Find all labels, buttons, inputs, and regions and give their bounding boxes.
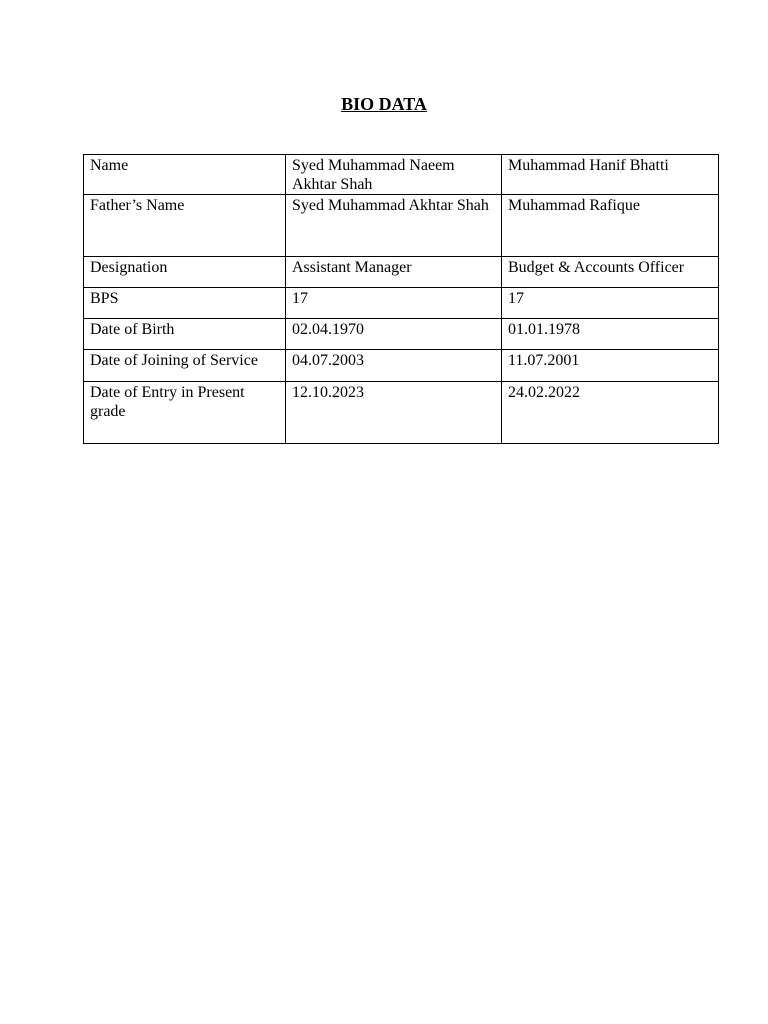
table-row-fathers-name — [84, 195, 719, 257]
person2-value: 01.01.1978 — [502, 319, 719, 350]
table-row-date-of-entry — [84, 382, 719, 444]
person2-value: Muhammad Hanif Bhatti — [502, 155, 719, 195]
row-label: Father’s Name — [84, 195, 286, 257]
person1-value: 17 — [286, 288, 502, 319]
person2-value: Budget & Accounts Officer — [502, 257, 719, 288]
bio-data-table — [83, 154, 719, 444]
person2-value: 24.02.2022 — [502, 382, 719, 444]
document-title: BIO DATA — [341, 94, 427, 114]
table-row-date-of-birth — [84, 319, 719, 350]
table-row-designation — [84, 257, 719, 288]
table-row-name — [84, 155, 719, 195]
person1-value: Syed Muhammad Akhtar Shah — [286, 195, 502, 257]
table-row-date-of-joining — [84, 350, 719, 382]
person2-value: Muhammad Rafique — [502, 195, 719, 257]
person1-value: 04.07.2003 — [286, 350, 502, 382]
person1-value: Syed Muhammad Naeem Akhtar Shah — [286, 155, 502, 195]
row-label: Date of Entry in Present grade — [84, 382, 286, 444]
row-label: Name — [84, 155, 286, 195]
row-label: Date of Joining of Service — [84, 350, 286, 382]
person2-value: 11.07.2001 — [502, 350, 719, 382]
table-row-bps — [84, 288, 719, 319]
person1-value: 12.10.2023 — [286, 382, 502, 444]
row-label: BPS — [84, 288, 286, 319]
person1-value: Assistant Manager — [286, 257, 502, 288]
person1-value: 02.04.1970 — [286, 319, 502, 350]
person2-value: 17 — [502, 288, 719, 319]
row-label: Date of Birth — [84, 319, 286, 350]
row-label: Designation — [84, 257, 286, 288]
